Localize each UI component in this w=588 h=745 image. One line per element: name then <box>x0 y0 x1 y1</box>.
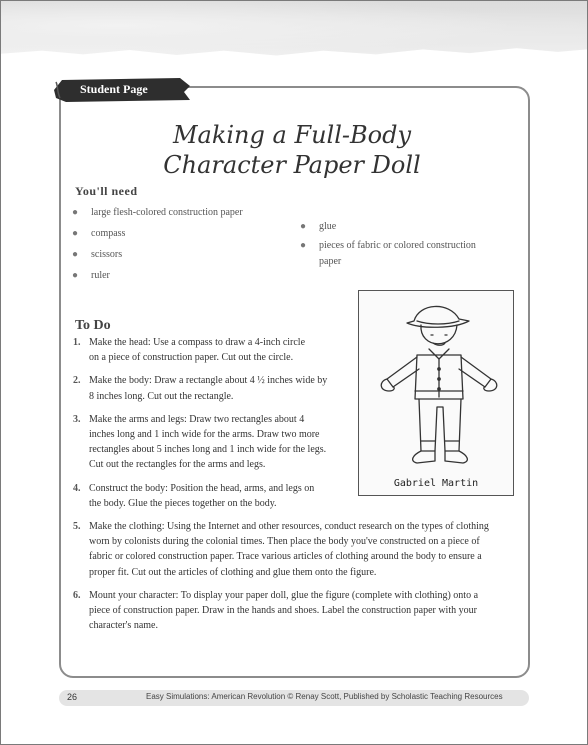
paper-doll-illustration <box>358 290 514 496</box>
bullet-icon: ● <box>300 221 307 232</box>
illustration-caption: Gabriel Martin <box>393 478 479 489</box>
step-line: Make the head: Use a compass to draw a 4-inch circle <box>89 337 306 348</box>
step-line: on a piece of construction paper. Cut out the circle. <box>89 352 294 364</box>
need-label: ruler <box>91 270 110 281</box>
title-line-2: Character Paper Doll <box>163 151 421 179</box>
need-label: pieces of fabric or colored construction paper <box>319 240 476 267</box>
list-item <box>72 206 282 227</box>
tab-label: Student Page <box>80 82 148 96</box>
step-item <box>73 588 489 634</box>
step-line: Make the arms and legs: Draw two rectangles about 4 <box>89 413 305 425</box>
step-line: the body. Glue the pieces together on the body. <box>89 497 277 509</box>
step-line: Make the clothing: Using the Internet and other resources, conduct research on the types of clothing <box>89 521 489 533</box>
page-number: 26 <box>67 692 78 702</box>
bullet-icon: ● <box>72 249 79 260</box>
step-line: fabric or colored construction paper. Trace various articles of clothing around the body to ensure a <box>89 551 482 563</box>
step-line: Make the body: Draw a rectangle about 4 ½ inches wide by <box>89 375 328 387</box>
student-page-tab <box>52 76 192 104</box>
step-line: worn by colonists during the colonial times. Then place the body you've constructed on a piece of <box>89 536 480 548</box>
step-line: character's name. <box>89 620 158 632</box>
step-number: 3. <box>73 413 81 425</box>
step-line: rectangles about 5 inches long and 1 inch wide for the legs. <box>89 444 327 456</box>
needs-list-left <box>72 206 282 290</box>
needs-heading: You'll need <box>75 184 138 198</box>
step-item <box>73 519 489 580</box>
step-number: 2. <box>73 375 81 387</box>
bullet-icon: ● <box>300 240 307 251</box>
bullet-icon: ● <box>72 228 79 239</box>
todo-heading: To Do <box>75 318 111 333</box>
step-line: 8 inches long. Cut out the rectangle. <box>89 390 234 402</box>
bullet-icon: ● <box>72 270 79 281</box>
step-line: proper fit. Cut out the articles of clothing and glue them onto the figure. <box>89 566 377 578</box>
step-line: inches long and 1 inch wide for the arms. Draw two more <box>89 429 320 441</box>
paper-doll-drawing-icon <box>359 291 513 471</box>
footer-credit: Easy Simulations: American Revolution © Renay Scott, Published by Scholastic Teaching Resources <box>146 692 503 701</box>
step-number: 6. <box>73 589 81 601</box>
need-label: compass <box>91 228 126 239</box>
step-number: 5. <box>73 521 81 533</box>
title-line-1: Making a Full-Body <box>172 121 412 149</box>
step-line: Construct the body: Position the head, arms, and legs on <box>89 482 315 494</box>
need-label: large flesh-colored construction paper <box>91 207 243 218</box>
step-line: Cut out the rectangles for the arms and legs. <box>89 459 266 471</box>
need-label: glue <box>319 221 337 232</box>
list-item <box>72 269 282 290</box>
step-line: Mount your character: To display your paper doll, glue the figure (complete with clothing) onto a <box>89 589 479 601</box>
bullet-icon: ● <box>72 207 79 218</box>
needs-list-right <box>300 219 500 273</box>
step-number: 1. <box>73 337 81 348</box>
list-item <box>72 227 282 248</box>
list-item <box>300 219 500 235</box>
step-line: piece of construction paper. Draw in the hands and shoes. Label the construction paper with your <box>89 605 477 617</box>
step-number: 4. <box>73 482 81 494</box>
list-item <box>72 248 282 269</box>
need-label: scissors <box>91 249 123 260</box>
list-item <box>300 238 500 270</box>
page-title <box>60 120 524 180</box>
